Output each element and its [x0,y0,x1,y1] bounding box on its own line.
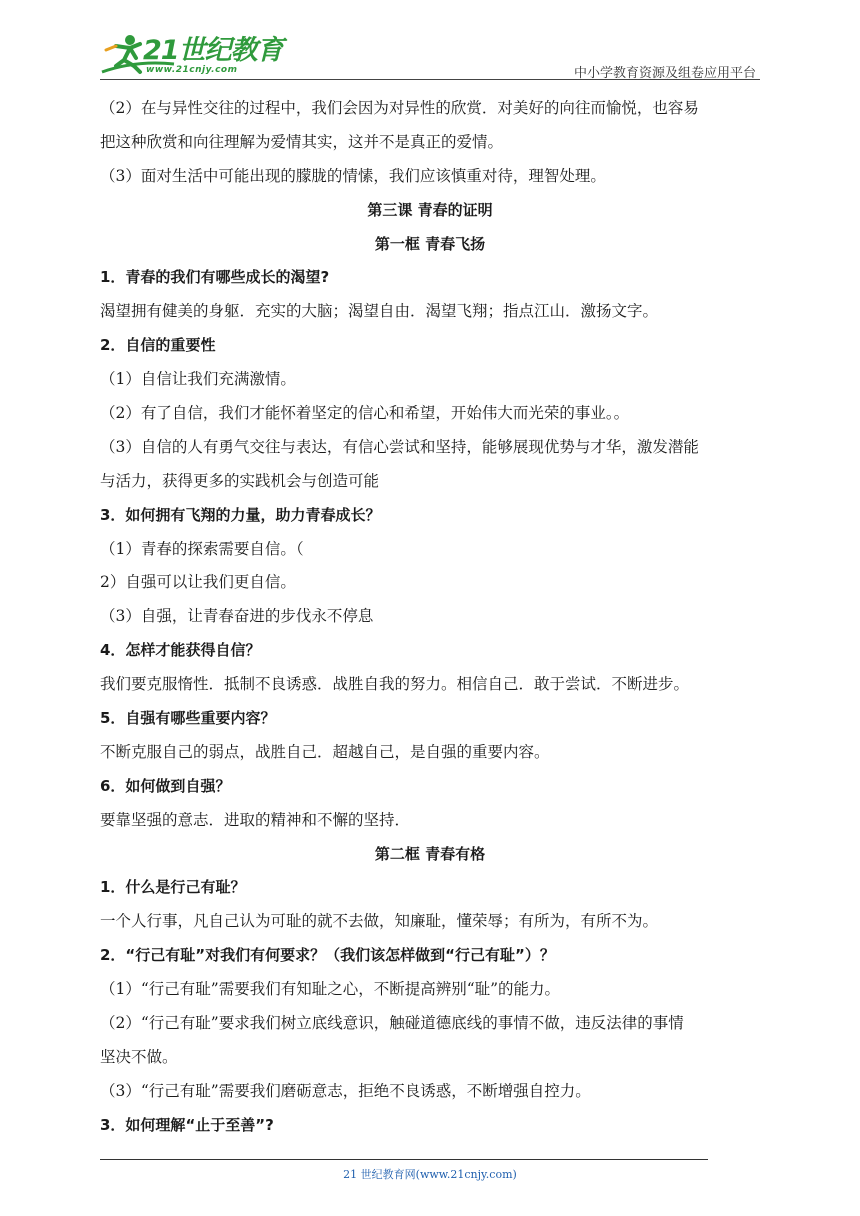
question-heading: 2．自信的重要性 [100,336,216,355]
page-header [0,0,860,86]
question-heading: 3．如何理解“止于至善”? [100,1115,274,1134]
paragraph-line: （1）自信让我们充满激情。 [100,370,296,389]
paragraph-line: 与活力，获得更多的实践机会与创造可能 [100,471,380,490]
paragraph-line: 要靠坚强的意志．进取的精神和不懈的坚持． [100,810,411,829]
question-heading: 6．如何做到自强？ [100,776,231,795]
paragraph-line: 一个人行事，凡自己认为可耻的就不去做，知廉耻，懂荣辱；有所为，有所不为。 [100,912,659,931]
question-heading: 5．自强有哪些重要内容？ [100,709,276,728]
question-heading: 1．什么是行己有耻？ [100,878,246,897]
platform-label: 中小学教育资源及组卷应用平台 [573,66,756,81]
question-heading: 2．“行己有耻”对我们有何要求？（我们该怎样做到“行己有耻”）？ [100,946,555,965]
logo-text: 21世纪教育 [143,35,283,66]
paragraph-line: （2）“行己有耻”要求我们树立底线意识，触碰道德底线的事情不做，违反法律的事情 [100,1014,684,1033]
document-body [100,92,760,1143]
paragraph-line: 我们要克服惰性．抵制不良诱惑．战胜自我的努力。相信自己．敢于尝试．不断进步。 [100,675,690,694]
paragraph-line: 2）自强可以让我们更自信。 [100,573,296,592]
header-divider [100,79,760,80]
paragraph-line: （2）在与异性交往的过程中，我们会因为对异性的欣赏．对美好的向往而愉悦，也容易 [100,99,699,117]
section-heading: 第一框 青春飞扬 [374,234,486,253]
logo-url: www.21cnjy.com [146,65,238,75]
paragraph-line: （1）青春的探索需要自信。（ [100,539,304,558]
paragraph-line: （3）“行己有耻”需要我们磨砺意志，拒绝不良诱惑，不断增强自控力。 [100,1081,591,1100]
footer-text: 21 世纪教育网(www.21cnjy.com) [343,1168,517,1181]
section-heading: 第三课 青春的证明 [367,200,493,219]
paragraph-line: 坚决不做。 [100,1047,178,1066]
paragraph-line: （2）有了自信，我们才能怀着坚定的信心和希望，开始伟大而光荣的事业。。 [100,404,630,423]
paragraph-line: （1）“行己有耻”需要我们有知耻之心，不断提高辨别“耻”的能力。 [100,980,561,999]
paragraph-line: （3）自信的人有勇气交往与表达，有信心尝试和坚持，能够展现优势与才华，激发潜能 [100,437,699,456]
question-heading: 4．怎样才能获得自信？ [100,641,261,660]
section-heading: 第二框 青春有格 [374,844,486,863]
paragraph-line: 不断克服自己的弱点，战胜自己．超越自己，是自强的重要内容。 [100,742,550,761]
paragraph-line: （3）面对生活中可能出现的朦胧的情愫，我们应该慎重对待，理智处理。 [100,166,606,185]
paragraph-line: （3）自强，让青春奋进的步伐永不停息 [100,607,374,626]
paragraph-line: 渴望拥有健美的身躯．充实的大脑；渴望自由．渴望飞翔；指点江山．激扬文字。 [100,302,659,321]
paragraph-line: 把这种欣赏和向往理解为爱情其实，这并不是真正的爱情。 [100,132,504,151]
footer-divider [100,1159,708,1160]
question-heading: 1．青春的我们有哪些成长的渴望? [100,268,330,287]
question-heading: 3．如何拥有飞翔的力量，助力青春成长？ [100,505,381,524]
